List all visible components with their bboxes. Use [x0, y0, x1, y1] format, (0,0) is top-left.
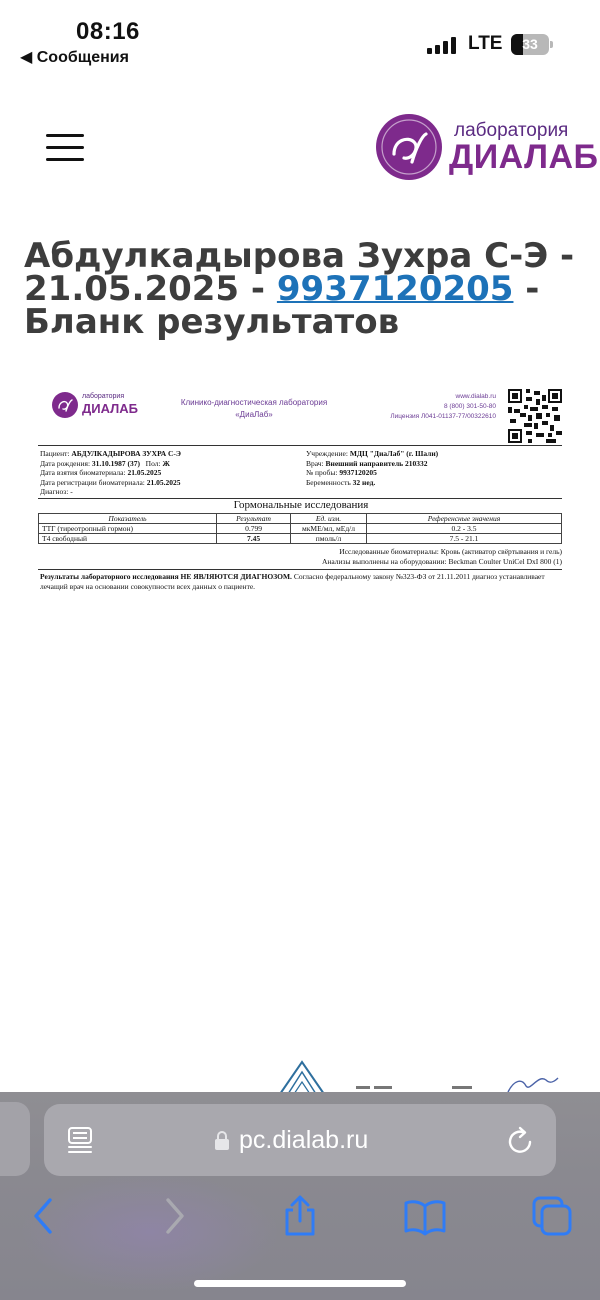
doc-footer-divider	[38, 569, 562, 570]
table-row	[39, 534, 562, 544]
lock-icon	[214, 1130, 230, 1150]
doc-phone: 8 (800) 301-50-80	[443, 403, 496, 410]
status-time: 08:16	[76, 18, 140, 45]
title-patient: Абдулкадырова Зухра С-Э -	[24, 236, 575, 276]
results-table	[38, 513, 562, 544]
doc-lab-name-line2: «ДиаЛаб»	[235, 410, 273, 419]
row-unit: пмоль/л	[291, 534, 367, 544]
browser-toolbar	[0, 1092, 600, 1300]
row-indicator: ТТГ (тиреотропный гормон)	[39, 524, 217, 534]
sex-value: Ж	[162, 458, 170, 468]
disclaimer	[40, 572, 562, 592]
reload-icon[interactable]	[506, 1124, 536, 1156]
section-title: Гормональные исследования	[233, 499, 369, 511]
doc-logo-sub: лаборатория	[82, 393, 125, 400]
row-reference: 0.2 - 3.5	[367, 524, 562, 534]
title-dash: -	[513, 269, 540, 309]
home-indicator[interactable]	[194, 1280, 406, 1287]
col-indicator: Показатель	[39, 514, 217, 524]
row-result: 0.799	[217, 524, 291, 534]
dialab-logo[interactable]	[376, 114, 599, 180]
row-unit: мкМЕ/мл, мЕд/л	[291, 524, 367, 534]
dialab-logo-icon	[376, 114, 442, 180]
doc-referral-block	[306, 449, 438, 487]
doctor-label: Врач:	[306, 458, 324, 468]
forward-icon[interactable]	[152, 1194, 196, 1238]
table-row	[39, 524, 562, 534]
back-to-messages-link[interactable]: ◀ Сообщения	[20, 49, 129, 66]
doc-lab-name-line1: Клинико-диагностическая лаборатория	[180, 398, 328, 407]
logo-brand: ДИАЛАБ	[449, 138, 599, 176]
doc-lab-name	[164, 397, 344, 421]
url-text[interactable]: pc.dialab.ru	[239, 1126, 369, 1154]
hamburger-menu-button[interactable]	[46, 134, 84, 162]
title-date: 21.05.2025 -	[24, 269, 266, 309]
registered-date: 21.05.2025	[146, 477, 181, 487]
row-reference: 7.5 - 21.1	[367, 534, 562, 544]
qr-code-icon	[508, 389, 562, 443]
network-type: LTE	[468, 33, 503, 54]
col-result: Результат	[217, 514, 291, 524]
diagnosis-value: -	[70, 487, 73, 496]
biomaterial-note: Исследованные биоматериалы: Кровь (активатор свёртывания и гель)	[339, 547, 562, 556]
analysis-notes	[322, 547, 562, 567]
tabs-icon[interactable]	[530, 1194, 574, 1238]
logo-subtitle: лаборатория	[454, 120, 569, 141]
row-indicator: Т4 свободный	[39, 534, 217, 544]
patient-label: Пациент:	[40, 449, 70, 458]
doc-logo-brand: ДИАЛАБ	[82, 401, 139, 416]
sample-label: № пробы:	[306, 468, 338, 477]
birth-label: Дата рождения:	[40, 458, 91, 468]
doc-license: Лицензия Л041-01137-77/00322610	[390, 413, 496, 420]
institution-value: МДЦ "ДиаЛаб" (г. Шали)	[349, 449, 439, 458]
taken-date: 21.05.2025	[127, 468, 162, 477]
sample-number: 9937120205	[339, 468, 377, 477]
pregnancy-value: 32 нед.	[352, 477, 376, 487]
equipment-note: Анализы выполнены на оборудовании: Beckman Coulter UniCel DxI 800 (1)	[321, 557, 562, 566]
sex-label: Пол:	[145, 458, 161, 468]
address-bar[interactable]	[44, 1104, 556, 1176]
registered-label: Дата регистрации биоматериала:	[40, 477, 145, 487]
bookmarks-icon[interactable]	[403, 1194, 447, 1238]
battery-icon	[511, 34, 549, 55]
previous-tab-peek[interactable]	[0, 1102, 30, 1176]
row-result: 7.45	[217, 534, 291, 544]
birth-date: 31.10.1987 (37)	[91, 458, 141, 468]
title-suffix: Бланк результатов	[24, 302, 400, 342]
doc-site: www.dialab.ru	[455, 393, 496, 400]
doc-header-divider	[38, 445, 562, 446]
battery-cap	[550, 41, 553, 48]
page-menu-icon[interactable]	[66, 1126, 94, 1154]
disclaimer-bold: Результаты лабораторного исследования НЕ ЯВЛЯЮТСЯ ДИАГНОЗОМ.	[40, 572, 292, 581]
col-reference: Референсные значения	[367, 514, 562, 524]
doc-logo	[52, 392, 152, 422]
cellular-signal-icon	[427, 36, 457, 54]
page-title	[24, 236, 584, 342]
share-icon[interactable]	[278, 1194, 322, 1238]
doc-logo-icon	[52, 392, 78, 418]
battery-level: 33	[522, 36, 538, 52]
doc-patient-block	[40, 449, 181, 497]
col-unit: Ед. изм.	[291, 514, 367, 524]
diagnosis-label: Диагноз:	[40, 487, 69, 496]
institution-label: Учреждение:	[306, 449, 348, 458]
doc-contacts	[346, 392, 496, 422]
back-icon[interactable]	[22, 1194, 66, 1238]
taken-label: Дата взятия биоматериала:	[40, 468, 126, 477]
results-header-row	[39, 514, 562, 524]
disclaimer-text: Согласно федеральному закону №323-ФЗ от 21.11.2011 диагноз устанавливает лечащий врач на основании совокупности всех данных о пациенте.	[40, 572, 545, 591]
order-number-link[interactable]: 9937120205	[276, 269, 514, 309]
status-bar	[0, 0, 600, 72]
patient-name: АБДУЛКАДЫРОВА ЗУХРА С-Э	[71, 449, 181, 458]
pregnancy-label: Беременность	[306, 477, 351, 487]
doctor-value: Внешний направитель 210332	[325, 458, 428, 468]
